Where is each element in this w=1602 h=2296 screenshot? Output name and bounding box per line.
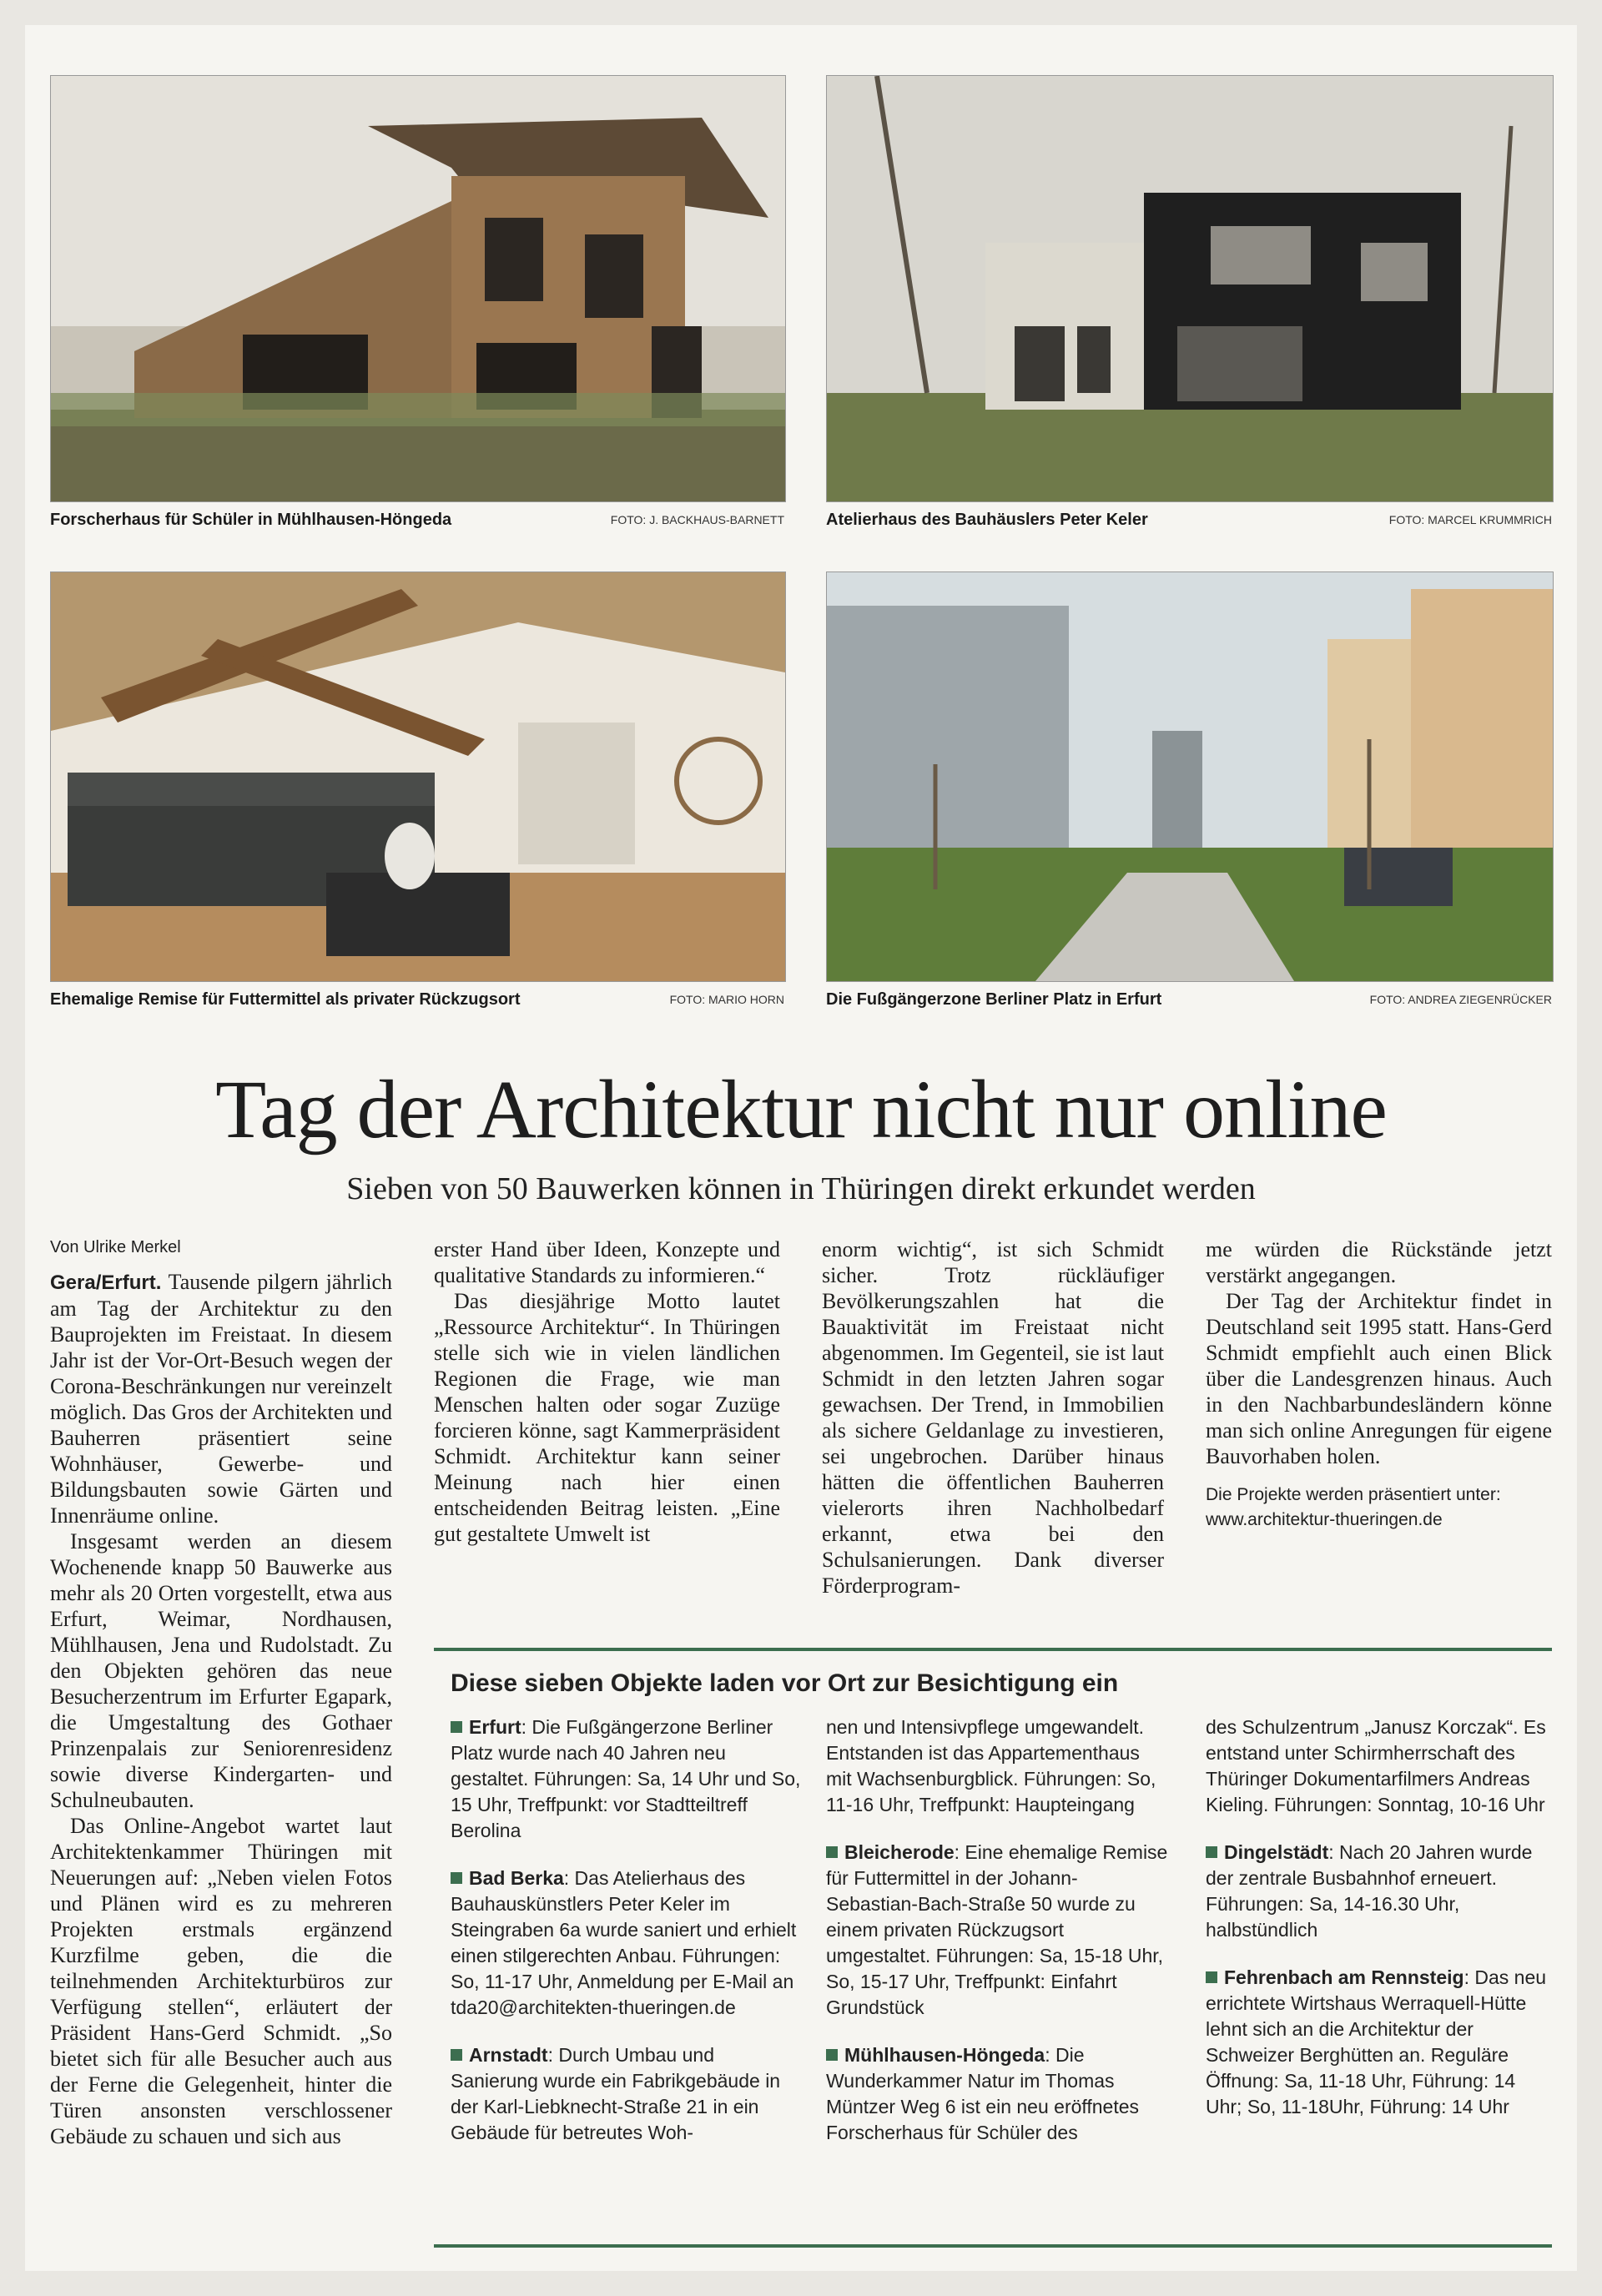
info-note bbox=[1206, 1483, 1552, 1533]
box-item: nen und Intensivpflege umgewandelt. Entstanden ist das Appartementhaus mit Wachsenburgblick. Führungen: So, 11-16 Uhr, Treffpunkt: Haupteingang bbox=[826, 1716, 1156, 1815]
box-item: Arnstadt: Durch Umbau und Sanierung wurde ein Fabrikgebäude in der Karl-Liebknecht-Straße 21 in ein Gebäude für betreutes Woh- bbox=[451, 2044, 781, 2143]
article-column-4 bbox=[1206, 1236, 1552, 1533]
box-item: Fehrenbach am Rennsteig: Das neu errichtete Wirtshaus Werraquell-Hütte lehnt sich an die Architektur der Schweizer Berghütten an. Reguläre Öffnung: Sa, 11-18 Uhr, Führung: 14 Uhr; So, 11-18Uhr, Führung: 14 Uhr bbox=[1206, 1966, 1547, 2117]
article-headline: Tag der Architektur nicht nur online bbox=[215, 1063, 1387, 1156]
article-byline: Von Ulrike Merkel bbox=[50, 1238, 181, 1256]
bullet-icon bbox=[1206, 1971, 1217, 1983]
box-column-1 bbox=[451, 1714, 801, 2168]
article-column-2 bbox=[434, 1236, 780, 1547]
photo-credit: FOTO: J. BACKHAUS-BARNETT bbox=[610, 513, 784, 526]
bullet-icon bbox=[451, 2049, 462, 2061]
box-bottom-rule bbox=[434, 2244, 1552, 2248]
bullet-icon bbox=[826, 1846, 838, 1858]
box-title: Diese sieben Objekte laden vor Ort zur Besichtigung ein bbox=[451, 1669, 1119, 1697]
photo-caption: Die Fußgängerzone Berliner Platz in Erfurt bbox=[826, 990, 1162, 1009]
photo-credit: FOTO: ANDREA ZIEGENRÜCKER bbox=[1369, 993, 1552, 1006]
box-item: Erfurt: Die Fußgängerzone Berliner Platz wurde nach 40 Jahren neu gestaltet. Führungen: Sa, 14 Uhr und So, 15 Uhr, Treffpunkt: vor Stadtteiltreff Berolina bbox=[451, 1716, 801, 1841]
article-column-1 bbox=[50, 1235, 392, 2149]
box-item: Bleicherode: Eine ehemalige Remise für Futtermittel in der Johann-Sebastian-Bach-Straße 50 wurde zu einem privaten Rückzugsort umgestaltet. Führungen: Sa, 15-18 Uhr, So, 15-17 Uhr, Treffpunkt: Einfahrt Grundstück bbox=[826, 1841, 1168, 2018]
box-column-3 bbox=[1206, 1714, 1548, 2142]
bullet-icon bbox=[1206, 1846, 1217, 1858]
article-paragraph: Insgesamt werden an diesem Wochenende knapp 50 Bauwerke aus mehr als 20 Orten vorgestellt, etwa aus Erfurt, Weimar, Nordhausen, Mühlhausen, Jena und Rudolstadt. Zu den Objekten gehören das neue Besucherzentrum im Erfurter Egapark, die Umgestaltung des Gothaer Prinzenpalais zur Seniorenresidenz sowie diverse Kindergarten- und Schulneubauten. bbox=[50, 1529, 392, 1812]
bullet-icon bbox=[826, 2049, 838, 2061]
article-paragraph: erster Hand über Ideen, Konzepte und qualitative Standards zu informieren.“ bbox=[434, 1237, 780, 1287]
article-paragraph: me würden die Rückstände jetzt verstärkt angegangen. bbox=[1206, 1237, 1552, 1287]
info-line: Die Projekte werden präsentiert unter: bbox=[1206, 1485, 1501, 1504]
article-dateline: Gera/Erfurt. bbox=[50, 1271, 162, 1294]
photo-fussgaengerzone bbox=[826, 571, 1554, 982]
photo-remise bbox=[50, 571, 786, 982]
bullet-icon bbox=[451, 1721, 462, 1733]
article-subheadline: Sieben von 50 Bauwerken können in Thüringen direkt erkundet werden bbox=[346, 1171, 1256, 1206]
box-top-rule bbox=[434, 1648, 1552, 1651]
photo-caption: Forscherhaus für Schüler in Mühlhausen-Höngeda bbox=[50, 511, 452, 529]
photo-credit: FOTO: MARCEL KRUMMRICH bbox=[1388, 513, 1552, 526]
photo-caption: Atelierhaus des Bauhäuslers Peter Keler bbox=[826, 511, 1148, 529]
photo-forscherhaus bbox=[50, 75, 786, 502]
photo-atelierhaus bbox=[826, 75, 1554, 502]
photo-caption: Ehemalige Remise für Futtermittel als privater Rückzugsort bbox=[50, 990, 521, 1009]
box-item: Bad Berka: Das Atelierhaus des Bauhauskünstlers Peter Keler im Steingraben 6a wurde saniert und erhielt einen stilgerechten Anbau. Führungen: So, 11-17 Uhr, Anmeldung per E-Mail an tda20@architekten-thueringen.de bbox=[451, 1867, 797, 2018]
box-item: des Schulzentrum „Janusz Korczak“. Es entstand unter Schirmherrschaft des Thüringer Dokumentarfilmers Andreas Kieling. Führungen: Sonntag, 10-16 Uhr bbox=[1206, 1716, 1546, 1815]
box-item: Dingelstädt: Nach 20 Jahren wurde der zentrale Busbahnhof erneuert. Führungen: Sa, 14-16.30 Uhr, halbstündlich bbox=[1206, 1841, 1533, 1941]
article-paragraph: enorm wichtig“, ist sich Schmidt sicher. Trotz rückläufiger Bevölkerungszahlen hat die Bauaktivität im Freistaat nicht abgenommen. Im Gegenteil, sie ist laut Schmidt in den letzten Jahren sogar gewachsen. Der Trend, in Immobilien als sichere Geldanlage zu investieren, sei ungebrochen. Darüber hinaus hätten die öffentlichen Bauherren vielerorts ihren Nachholbedarf erkannt, etwa bei den Schulsanierungen. Dank diverser Förderprogram- bbox=[822, 1237, 1164, 1598]
article-paragraph: Der Tag der Architektur findet in Deutschland seit 1995 statt. Hans-Gerd Schmidt empfiehlt auch einen Blick über die Landesgrenzen hinaus. Auch in den Nachbarbundesländern könne man sich online Anregungen für eigene Bauvorhaben holen. bbox=[1206, 1289, 1552, 1468]
photo-credit: FOTO: MARIO HORN bbox=[669, 993, 784, 1006]
box-item: Mühlhausen-Höngeda: Die Wunderkammer Natur im Thomas Müntzer Weg 6 ist ein neu eröffnetes Forscherhaus für Schüler des bbox=[826, 2044, 1140, 2143]
box-column-2 bbox=[826, 1714, 1168, 2168]
article-paragraph: Das diesjährige Motto lautet „Ressource Architektur“. In Thüringen stelle sich wie in vielen ländlichen Regionen die Frage, wie man Menschen halten oder sogar Zuzüge forcieren könne, sagt Kammerpräsident Schmidt. Architektur kann seiner Meinung nach hier einen entscheidenden Beitrag leisten. „Eine gut gestaltete Umwelt ist bbox=[434, 1289, 780, 1546]
article-column-3 bbox=[822, 1236, 1164, 1599]
bullet-icon bbox=[451, 1872, 462, 1884]
article-paragraph: Tausende pilgern jährlich am Tag der Architektur zu den Bauprojekten im Freistaat. In diesem Jahr ist der Vor-Ort-Besuch wegen der Corona-Beschränkungen nur vereinzelt möglich. Das Gros der Architekten und Bauherren präsentiert seine Wohnhäuser, Gewerbe- und Bildungsbauten sowie Gärten und Innenräume online. bbox=[50, 1270, 393, 1528]
info-link[interactable]: www.architektur-thueringen.de bbox=[1206, 1510, 1443, 1529]
article-paragraph: Das Online-Angebot wartet laut Architektenkammer Thüringen mit Neuerungen auf: „Neben vielen Fotos und Plänen wird es zu mehreren Projekten erstmals ergänzend Kurzfilme geben, die die teilnehmenden Architekturbüros zur Verfügung stellen“, erläutert der Präsident Hans-Gerd Schmidt. „So bietet sich für alle Besucher auch aus der Ferne die Gelegenheit, hinter die Türen ansonsten verschlossener Gebäude zu schauen und sich aus bbox=[50, 1814, 392, 2148]
